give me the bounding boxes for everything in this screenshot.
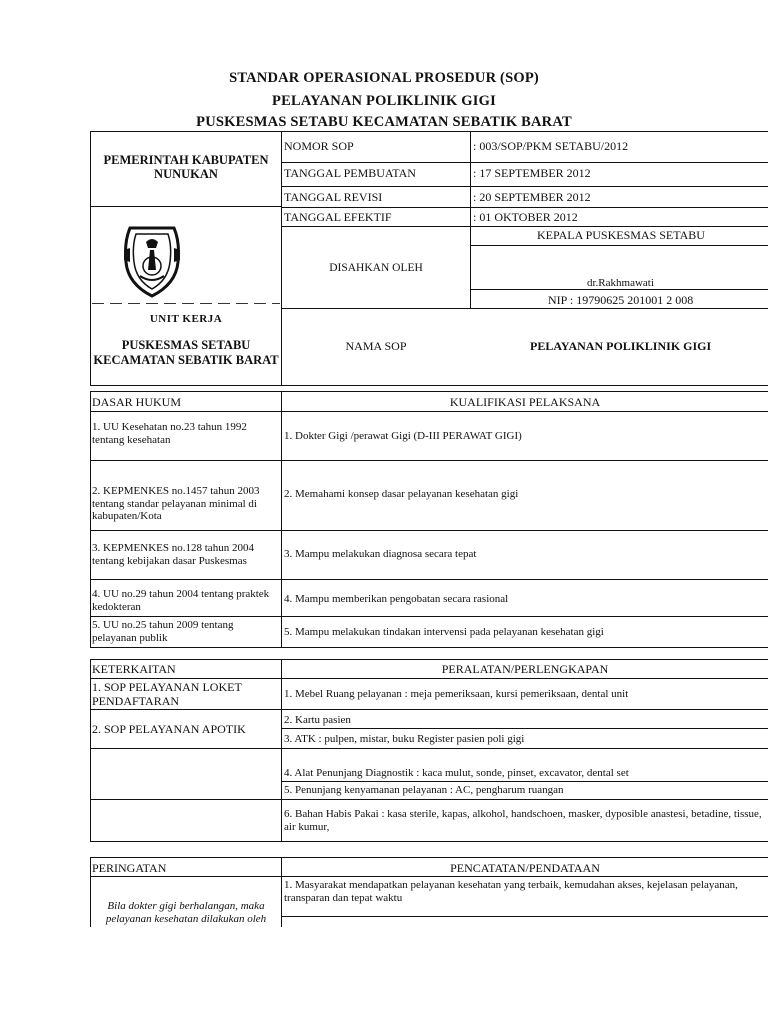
nip-value: NIP : 19790625 201001 2 008 <box>548 293 694 307</box>
dasar-hukum-item: 4. UU no.29 tahun 2004 tentang praktek kedokteran <box>92 588 270 613</box>
signer-name: dr.Rakhmawati <box>587 277 654 289</box>
kualifikasi-item: 4. Mampu memberikan pengobatan secara rasional <box>284 593 509 605</box>
peringatan-text: Bila dokter gigi berhalangan, maka pelayanan kesehatan dilakukan oleh <box>105 900 267 925</box>
section-bottom-border <box>90 841 768 842</box>
row-divider <box>470 245 768 246</box>
table-top-border <box>90 131 768 132</box>
nama-sop-label: NAMA SOP <box>345 339 407 353</box>
peralatan-item: 4. Alat Penunjang Diagnostik : kaca mulut, sonde, pinset, excavator, dental set <box>284 767 629 779</box>
row-divider <box>281 781 768 782</box>
pencatatan-item: 1. Masyarakat mendapatkan pelayanan kesehatan yang terbaik, kemudahan akses, kejelasan pelayanan, transparan dan tepat waktu <box>284 879 738 904</box>
row-divider <box>281 308 768 309</box>
unit-label: UNIT KERJA <box>149 313 223 325</box>
kualifikasi-header: KUALIFIKASI PELAKSANA <box>449 395 601 409</box>
column-divider <box>281 659 282 842</box>
tanggal-pembuatan-label: TANGGAL PEMBUATAN <box>284 166 416 180</box>
tanggal-pembuatan-value: : 17 SEPTEMBER 2012 <box>473 166 591 180</box>
kualifikasi-item: 2. Memahami konsep dasar pelayanan kesehatan gigi <box>284 488 519 500</box>
section-top-border <box>90 659 768 660</box>
dasar-hukum-header: DASAR HUKUM <box>92 395 182 409</box>
row-divider <box>281 207 768 208</box>
section-top-border <box>90 391 768 392</box>
kualifikasi-item: 5. Mampu melakukan tindakan intervensi pada pelayanan kesehatan gigi <box>284 626 604 638</box>
keterkaitan-item: 2. SOP PELAYANAN APOTIK <box>92 722 246 736</box>
row-divider <box>90 530 768 531</box>
table-left-border <box>90 659 91 842</box>
row-divider <box>90 579 768 580</box>
keterkaitan-item: 1. SOP PELAYANAN LOKET PENDAFTARAN <box>92 680 242 708</box>
nomor-sop-label: NOMOR SOP <box>284 139 354 153</box>
dashed-separator <box>92 303 280 304</box>
pencatatan-header: PENCATATAN/PENDATAAN <box>450 861 600 875</box>
unit-name: PUSKESMAS SETABU KECAMATAN SEBATIK BARAT <box>93 338 279 367</box>
kualifikasi-item: 3. Mampu melakukan diagnosa secara tepat <box>284 548 477 560</box>
table-left-border <box>90 131 91 386</box>
section-bottom-border <box>90 647 768 648</box>
row-divider <box>90 460 768 461</box>
disahkan-oleh-label: DISAHKAN OLEH <box>329 262 423 274</box>
dasar-hukum-item: 3. KEPMENKES no.128 tahun 2004 tentang kebijakan dasar Puskesmas <box>92 542 254 567</box>
peralatan-item: 6. Bahan Habis Pakai : kasa sterile, kapas, alkohol, handschoen, masker, dyposible anastesi, betadine, tissue, air kumur, <box>284 808 762 833</box>
nomor-sop-value: : 003/SOP/PKM SETABU/2012 <box>473 139 629 153</box>
row-divider <box>90 678 768 679</box>
tanggal-efektif-label: TANGGAL EFEKTIF <box>284 210 392 224</box>
row-divider <box>90 411 768 412</box>
row-divider <box>90 876 768 877</box>
column-divider <box>281 391 282 648</box>
row-divider <box>90 709 768 710</box>
row-divider <box>281 728 768 729</box>
government-label: PEMERINTAH KABUPATEN NUNUKAN <box>103 153 269 181</box>
header-table-bottom <box>90 385 768 386</box>
dasar-hukum-item: 5. UU no.25 tahun 2009 tentang pelayanan publik <box>92 619 234 644</box>
dasar-hukum-item: 2. KEPMENKES no.1457 tahun 2003 tentang standar pelayanan minimal di kabupaten/Kota <box>92 485 260 522</box>
emblem-logo <box>120 222 184 300</box>
tanggal-efektif-value: : 01 OKTOBER 2012 <box>473 210 578 224</box>
peralatan-header: PERALATAN/PERLENGKAPAN <box>441 662 609 676</box>
row-divider <box>90 616 768 617</box>
title-line-3: PUSKESMAS SETABU KECAMATAN SEBATIK BARAT <box>196 114 572 130</box>
row-divider <box>281 916 768 917</box>
keterkaitan-header: KETERKAITAN <box>92 662 176 676</box>
tanggal-revisi-value: : 20 SEPTEMBER 2012 <box>473 190 591 204</box>
nama-sop-value: PELAYANAN POLIKLINIK GIGI <box>530 339 712 353</box>
peralatan-item: 1. Mebel Ruang pelayanan : meja pemeriksaan, kursi pemeriksaan, dental unit <box>284 688 629 700</box>
row-divider <box>90 748 768 749</box>
peralatan-item: 2. Kartu pasien <box>284 714 351 726</box>
peringatan-header: PERINGATAN <box>92 861 167 875</box>
row-divider <box>281 186 768 187</box>
gov-box-bottom <box>90 206 282 207</box>
kualifikasi-item: 1. Dokter Gigi /perawat Gigi (D-III PERAWAT GIGI) <box>284 430 522 442</box>
row-divider <box>281 226 768 227</box>
row-divider <box>90 799 768 800</box>
title-line-2: PELAYANAN POLIKLINIK GIGI <box>272 93 496 109</box>
dasar-hukum-item: 1. UU Kesehatan no.23 tahun 1992 tentang kesehatan <box>92 421 247 446</box>
peralatan-item: 3. ATK : pulpen, mistar, buku Register pasien poli gigi <box>284 733 525 745</box>
table-left-border <box>90 391 91 648</box>
table-left-border <box>90 857 91 927</box>
info-value-divider <box>470 131 471 308</box>
title-line-1: STANDAR OPERASIONAL PROSEDUR (SOP) <box>229 70 539 86</box>
tanggal-revisi-label: TANGGAL REVISI <box>284 190 383 204</box>
kepala-puskesmas-label: KEPALA PUSKESMAS SETABU <box>537 228 705 242</box>
peralatan-item: 5. Penunjang kenyamanan pelayanan : AC, pengharum ruangan <box>284 784 564 796</box>
section-top-border <box>90 857 768 858</box>
row-divider <box>281 162 768 163</box>
